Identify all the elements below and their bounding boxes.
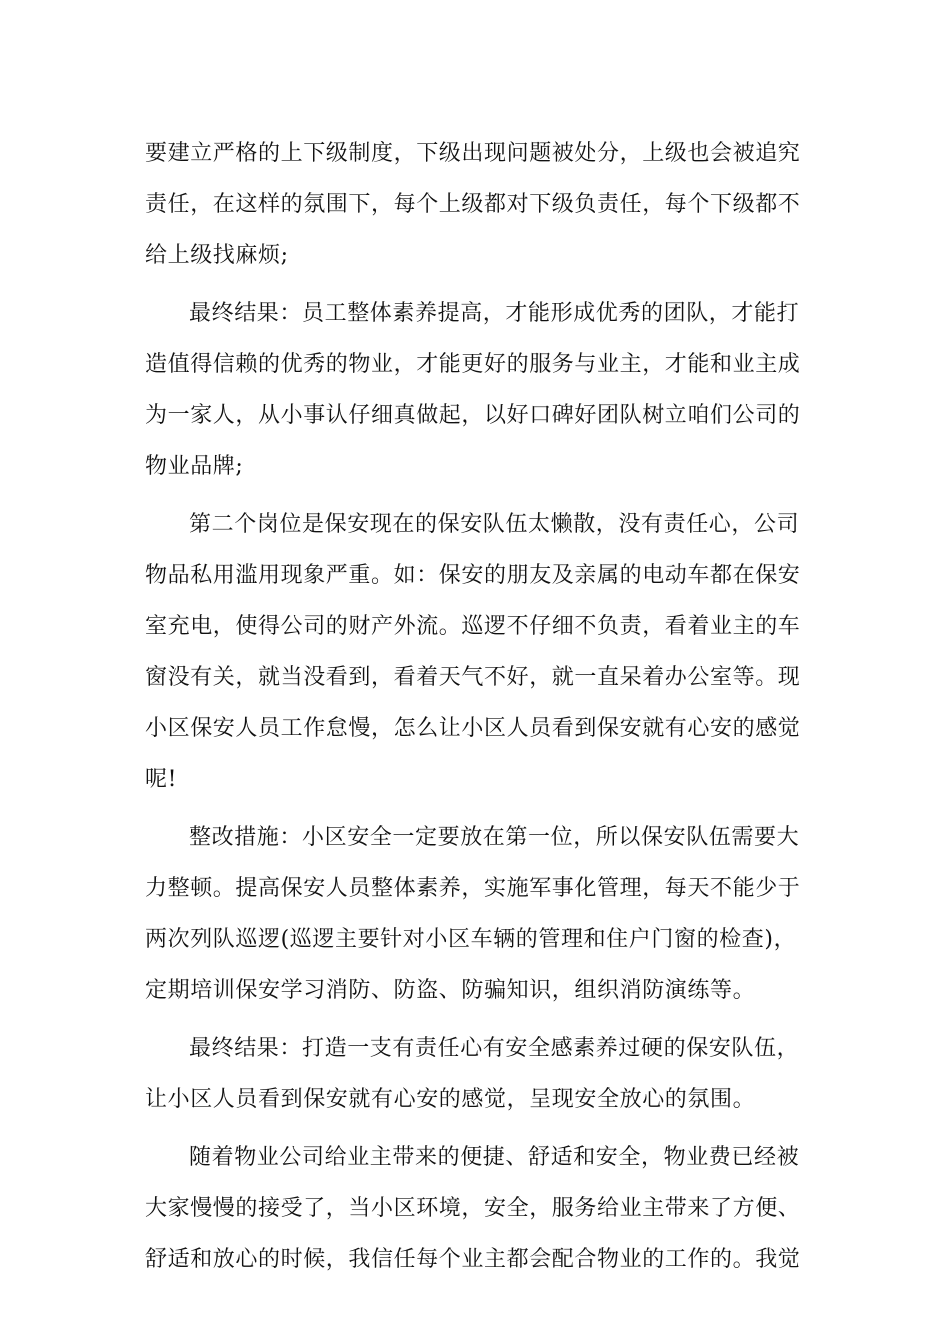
text-line: 物品私用滥用现象严重。如：保安的朋友及亲属的电动车都在保安 (145, 563, 801, 588)
paragraph-start-line: 最终结果：员工整体素养提高，才能形成优秀的团队，才能打 (189, 301, 800, 326)
text-line: 室充电，使得公司的财产外流。巡逻不仔细不负责，看着业主的车 (145, 614, 801, 639)
text-line: 大家慢慢的接受了，当小区环境，安全，服务给业主带来了方便、 (145, 1196, 801, 1221)
text-line: 舒适和放心的时候，我信任每个业主都会配合物业的工作的。我觉 (145, 1247, 801, 1272)
text-line: 给上级找麻烦; (145, 243, 289, 268)
text-line: 要建立严格的上下级制度，下级出现问题被处分，上级也会被追究 (145, 141, 801, 166)
document-body (145, 128, 810, 1285)
text-line: 两次列队巡逻(巡逻主要针对小区车辆的管理和住户门窗的检查)， (145, 927, 797, 952)
text-line: 为一家人，从小事认仔细真做起，以好口碑好团队树立咱们公司的 (145, 403, 801, 428)
text-line: 呢! (145, 767, 178, 792)
paragraph-start-line: 整改措施：小区安全一定要放在第一位，所以保安队伍需要大 (189, 825, 800, 850)
text-line: 定期培训保安学习消防、防盗、防骗知识，组织消防演练等。 (145, 978, 756, 1003)
text-line: 造值得信赖的优秀的物业，才能更好的服务与业主，才能和业主成 (145, 352, 801, 377)
paragraph-start-line: 第二个岗位是保安现在的保安队伍太懒散，没有责任心，公司 (189, 512, 800, 537)
text-line: 力整顿。提高保安人员整体素养，实施军事化管理，每天不能少于 (145, 876, 801, 901)
text-line: 物业品牌; (145, 454, 244, 479)
paragraph-start-line: 最终结果：打造一支有责任心有安全感素养过硬的保安队伍， (189, 1036, 800, 1061)
text-line: 让小区人员看到保安就有心安的感觉，呈现安全放心的氛围。 (145, 1087, 756, 1112)
paragraph-start-line: 随着物业公司给业主带来的便捷、舒适和安全，物业费已经被 (189, 1145, 800, 1170)
text-line: 小区保安人员工作怠慢，怎么让小区人员看到保安就有心安的感觉 (145, 716, 801, 741)
text-line: 责任，在这样的氛围下，每个上级都对下级负责任，每个下级都不 (145, 192, 801, 217)
text-line: 窗没有关，就当没看到，看着天气不好，就一直呆着办公室等。现 (145, 665, 801, 690)
